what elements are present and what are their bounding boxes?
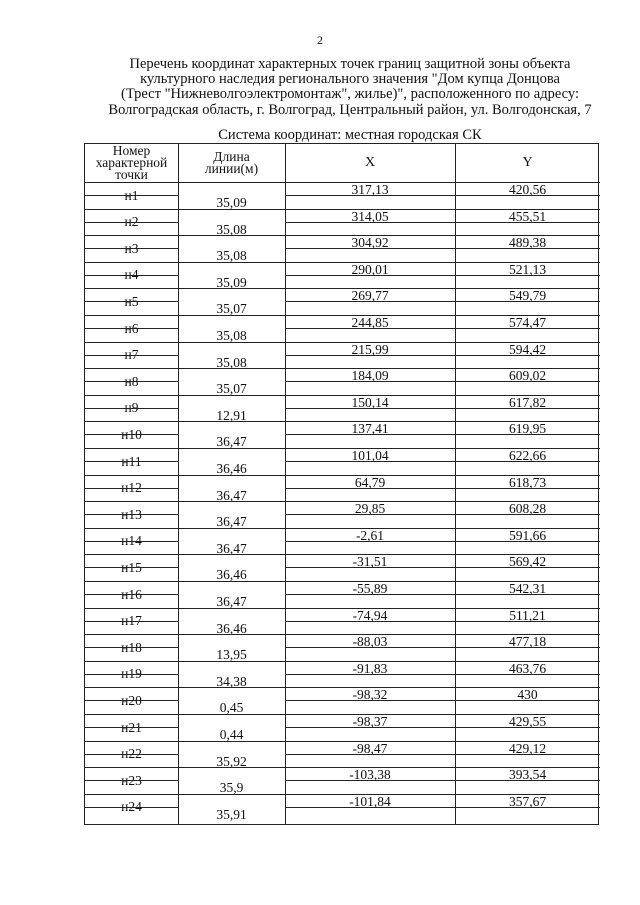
- x-coordinate-cell: 64,79: [354, 474, 386, 490]
- point-id-cell: н14: [121, 533, 142, 549]
- x-coordinate-cell: 150,14: [351, 394, 389, 410]
- row-divider: [285, 301, 600, 302]
- line-length-cell: 35,9: [219, 780, 244, 796]
- row-divider: [85, 301, 178, 302]
- line-length-cell: 35,07: [216, 381, 247, 397]
- column-divider: [178, 144, 179, 824]
- row-divider: [85, 434, 178, 435]
- row-divider: [85, 567, 178, 568]
- x-coordinate-cell: 137,41: [351, 421, 389, 437]
- point-id-cell: н11: [121, 453, 142, 469]
- title-line-3: (Трест "Нижневолгоэлектромонтаж", жилье)", расположенного по адресу:: [121, 86, 579, 103]
- point-id-cell: н10: [121, 426, 142, 442]
- x-coordinate-cell: 29,85: [354, 501, 386, 517]
- point-id-cell: н1: [124, 187, 139, 203]
- header-point-number: [85, 144, 178, 182]
- y-coordinate-cell: 430: [517, 687, 538, 703]
- row-divider: [85, 408, 178, 409]
- line-length-cell: 36,47: [216, 594, 247, 609]
- header-point-line: точки: [115, 167, 148, 182]
- y-coordinate-cell: 420,56: [508, 182, 547, 197]
- point-id-cell: н24: [121, 799, 142, 815]
- y-coordinate-cell: 477,18: [508, 634, 547, 650]
- title-line-4: Волгоградская область, г. Волгоград, Центральный район, ул. Волгодонская, 7: [108, 101, 592, 118]
- row-divider: [85, 594, 178, 595]
- point-id-cell: н22: [121, 746, 142, 762]
- header-point-line: характерной: [95, 155, 168, 170]
- row-divider: [285, 248, 600, 249]
- row-divider: [85, 754, 178, 755]
- line-length-cell: 36,46: [216, 567, 247, 583]
- row-divider: [85, 807, 178, 808]
- point-id-cell: н12: [121, 480, 142, 496]
- row-divider: [85, 727, 178, 728]
- coordinate-system-label: Система координат: местная городская СК: [218, 127, 482, 143]
- point-id-cell: н2: [124, 214, 139, 230]
- y-coordinate-cell: 617,82: [508, 394, 547, 410]
- row-divider: [285, 727, 600, 728]
- row-divider: [85, 248, 178, 249]
- y-coordinate-cell: 618,73: [508, 474, 547, 490]
- y-coordinate-cell: 455,51: [508, 208, 547, 224]
- coordinates-table: [84, 143, 599, 825]
- y-coordinate-cell: 608,28: [508, 501, 547, 517]
- y-coordinate-cell: 393,54: [508, 767, 547, 783]
- y-coordinate-cell: 542,31: [508, 581, 547, 596]
- line-length-cell: 36,47: [216, 487, 247, 503]
- y-coordinate-cell: 429,12: [508, 740, 547, 756]
- header-length-line: Длина: [213, 149, 250, 164]
- point-id-cell: н19: [121, 666, 142, 682]
- x-coordinate-cell: 290,01: [351, 261, 389, 277]
- row-divider: [285, 381, 600, 382]
- point-id-cell: н18: [121, 639, 142, 655]
- point-id-cell: н5: [124, 293, 139, 309]
- line-length-cell: 35,09: [216, 195, 247, 210]
- y-coordinate-cell: 463,76: [508, 660, 547, 676]
- document-title: [60, 57, 640, 118]
- row-divider: [285, 541, 600, 542]
- point-id-cell: н13: [121, 506, 142, 522]
- header-x: X: [364, 155, 376, 170]
- line-length-cell: 35,08: [216, 221, 247, 237]
- point-id-cell: н16: [121, 586, 142, 602]
- y-coordinate-cell: 574,47: [508, 315, 547, 330]
- row-divider: [285, 700, 600, 701]
- line-length-cell: 35,08: [216, 248, 247, 264]
- row-divider: [285, 408, 600, 409]
- point-id-cell: н4: [124, 267, 139, 283]
- row-divider: [85, 461, 178, 462]
- point-id-cell: н23: [121, 772, 142, 788]
- y-coordinate-cell: 429,55: [508, 714, 547, 729]
- x-coordinate-cell: 317,13: [351, 182, 389, 197]
- x-coordinate-cell: -98,47: [352, 740, 388, 756]
- row-divider: [285, 328, 600, 329]
- line-length-cell: 36,46: [216, 461, 247, 476]
- x-coordinate-cell: -55,89: [352, 581, 388, 596]
- title-line-1: Перечень координат характерных точек границ защитной зоны объекта: [129, 56, 571, 72]
- row-divider: [285, 674, 600, 675]
- row-divider: [285, 488, 600, 489]
- line-length-cell: 35,91: [216, 806, 247, 822]
- row-divider: [285, 434, 600, 435]
- point-id-cell: н8: [124, 373, 139, 389]
- y-coordinate-cell: 357,67: [508, 793, 547, 809]
- row-divider: [285, 594, 600, 595]
- row-divider: [85, 541, 178, 542]
- point-id-cell: н17: [121, 613, 142, 629]
- row-divider: [85, 514, 178, 515]
- line-length-cell: 0,44: [219, 727, 244, 742]
- x-coordinate-cell: 215,99: [351, 341, 389, 357]
- line-length-cell: 36,47: [216, 434, 247, 450]
- y-coordinate-cell: 511,21: [509, 607, 546, 623]
- y-coordinate-cell: 609,02: [508, 368, 547, 384]
- header-point-line: Номер: [112, 143, 151, 158]
- row-divider: [85, 275, 178, 276]
- x-coordinate-cell: -31,51: [352, 554, 388, 570]
- row-divider: [85, 328, 178, 329]
- row-divider: [85, 780, 178, 781]
- line-length-cell: 35,09: [216, 274, 247, 290]
- line-length-cell: 36,46: [216, 620, 247, 636]
- line-length-cell: 35,08: [216, 328, 247, 343]
- row-divider: [285, 461, 600, 462]
- y-coordinate-cell: 521,13: [508, 261, 547, 277]
- line-length-cell: 0,45: [219, 700, 244, 716]
- row-divider: [85, 488, 178, 489]
- x-coordinate-cell: 184,09: [351, 368, 389, 384]
- line-length-cell: 12,91: [216, 407, 247, 423]
- y-coordinate-cell: 619,95: [508, 421, 547, 437]
- row-divider: [285, 807, 600, 808]
- line-length-cell: 36,47: [216, 514, 247, 530]
- line-length-cell: 35,08: [216, 354, 247, 370]
- header-line-length: [178, 144, 285, 182]
- row-divider: [85, 195, 178, 196]
- line-length-cell: 36,47: [216, 540, 247, 556]
- x-coordinate-cell: -98,32: [352, 687, 388, 703]
- row-divider: [285, 754, 600, 755]
- row-divider: [285, 355, 600, 356]
- x-coordinate-cell: -101,84: [349, 793, 391, 809]
- x-coordinate-cell: -91,83: [352, 660, 388, 676]
- y-coordinate-cell: 594,42: [508, 341, 547, 357]
- x-coordinate-cell: -103,38: [349, 767, 391, 783]
- y-coordinate-cell: 489,38: [508, 235, 547, 251]
- point-id-cell: н21: [121, 719, 142, 735]
- y-coordinate-cell: 622,66: [508, 448, 547, 463]
- row-divider: [285, 567, 600, 568]
- row-divider: [85, 381, 178, 382]
- line-length-cell: 13,95: [216, 647, 247, 663]
- row-divider: [285, 195, 600, 196]
- x-coordinate-cell: 269,77: [351, 288, 389, 304]
- y-coordinate-cell: 569,42: [508, 554, 547, 570]
- row-divider: [285, 222, 600, 223]
- row-divider: [85, 355, 178, 356]
- point-id-cell: н7: [124, 347, 139, 363]
- x-coordinate-cell: 304,92: [351, 235, 389, 251]
- x-coordinate-cell: -74,94: [352, 607, 388, 623]
- row-divider: [285, 514, 600, 515]
- header-length-line: линии(м): [204, 161, 259, 176]
- y-coordinate-cell: 549,79: [508, 288, 547, 304]
- line-length-cell: 35,92: [216, 753, 247, 769]
- row-divider: [85, 700, 178, 701]
- x-coordinate-cell: 244,85: [351, 315, 389, 330]
- row-divider: [85, 222, 178, 223]
- row-divider: [285, 621, 600, 622]
- header-y: Y: [522, 155, 533, 170]
- x-coordinate-cell: -88,03: [352, 634, 388, 650]
- row-divider: [285, 780, 600, 781]
- title-line-2: культурного наследия регионального значения "Дом купца Донцова: [140, 71, 560, 88]
- line-length-cell: 34,38: [216, 673, 247, 689]
- row-divider: [85, 647, 178, 648]
- page-number: 2: [317, 33, 323, 47]
- x-coordinate-cell: 101,04: [351, 448, 389, 463]
- y-coordinate-cell: 591,66: [508, 527, 547, 543]
- line-length-cell: 35,07: [216, 301, 247, 317]
- x-coordinate-cell: 314,05: [351, 208, 389, 224]
- point-id-cell: н6: [124, 320, 139, 336]
- point-id-cell: н9: [124, 400, 139, 416]
- x-coordinate-cell: -98,37: [352, 714, 388, 729]
- point-id-cell: н3: [124, 240, 139, 256]
- row-divider: [285, 275, 600, 276]
- row-divider: [285, 647, 600, 648]
- point-id-cell: н15: [121, 559, 142, 575]
- row-divider: [85, 674, 178, 675]
- point-id-cell: н20: [121, 692, 142, 708]
- x-coordinate-cell: -2,61: [355, 527, 385, 543]
- row-divider: [85, 621, 178, 622]
